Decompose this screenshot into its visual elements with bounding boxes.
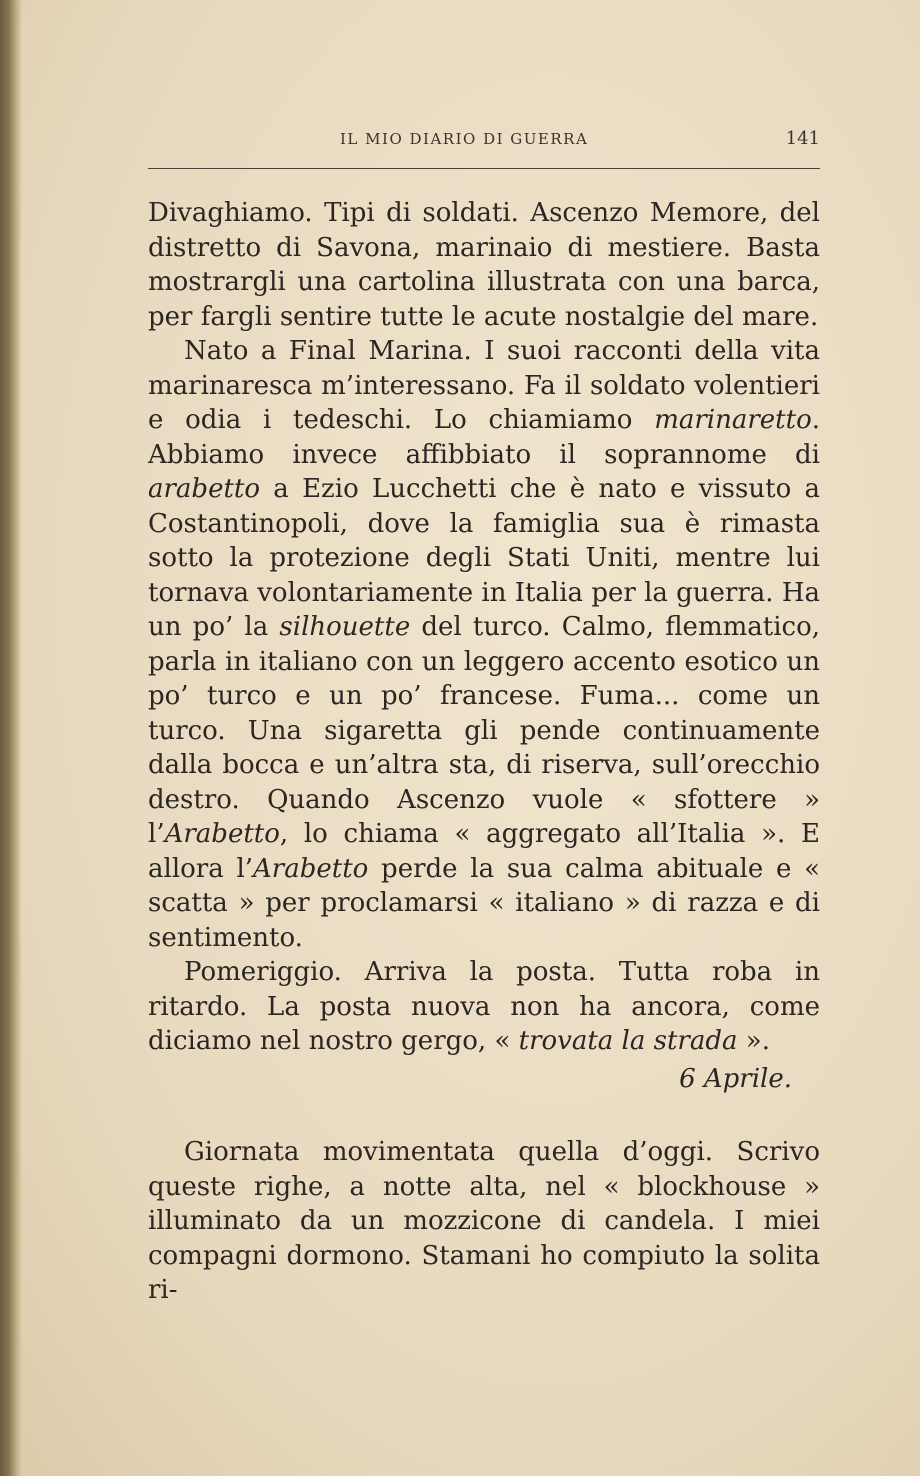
- italic-term: Arabetto: [164, 819, 280, 849]
- second-entry-text: [148, 1135, 820, 1308]
- text-run: Pomeriggio. Arriva la posta. Tutta roba in ritardo. La posta nuova non ha ancora, come diciamo nel nostro gergo, «: [148, 957, 820, 1056]
- italic-term: Arabetto: [253, 853, 369, 884]
- paragraph-p3: [148, 955, 820, 1059]
- italic-term: trovata la strada: [518, 1026, 738, 1056]
- entry-date: 6 Aprile.: [679, 1064, 792, 1094]
- text-run: del turco. Calmo, flemmatico, parla in italiano con un leggero accento esotico un po’ turco e un po’ francese. Fuma... come un turco. Una sigaretta gli pende continuamente dalla bocca e un’altra sta, di riserva, sull’orecchio destro. Quando Ascenzo vuole « sfottere » l’: [148, 612, 820, 849]
- text-run: Nato a Final Marina. I suoi racconti della vita marinaresca m’interessano. Fa il soldato volentieri e odia i tedeschi. Lo chiamiamo: [148, 336, 820, 435]
- text-run: perde la sua calma abituale e « scatta » per proclamarsi « italiano » di razza e di sentimento.: [148, 853, 820, 953]
- book-binding-shadow: [0, 0, 22, 1476]
- text-run: . Abbiamo invece affibbiato il soprannome di: [148, 405, 820, 470]
- text-run: , lo chiama « aggregato all’Italia ». E allora l’: [148, 819, 820, 884]
- page-number: 141: [785, 128, 820, 149]
- italic-term: arabetto: [148, 474, 261, 504]
- text-run: Divaghiamo. Tipi di soldati. Ascenzo Memore, del distretto di Savona, marinaio di mestiere. Basta mostrargli una cartolina illustrata con una barca, per fargli sentire tutte le acute nostalgie del mare.: [148, 198, 820, 332]
- header-rule: [148, 168, 820, 169]
- text-run: a Ezio Lucchetti che è nato e vissuto a Costantinopoli, dove la famiglia sua è rimasta sotto la protezione degli Stati Uniti, mentre lui tornava volontariamente in Italia per la guerra. Ha un po’ la: [148, 474, 820, 642]
- paragraph-p2: [148, 334, 820, 955]
- italic-term: silhouette: [279, 612, 411, 642]
- second-entry-paragraph: Giornata movimentata quella d’oggi. Scrivo queste righe, a notte alta, nel « blockhouse » illuminato da un mozzicone di candela. I miei compagni dormono. Stamani ho compiuto la solita ri-: [148, 1137, 820, 1305]
- running-title: IL MIO DIARIO DI GUERRA: [340, 130, 589, 148]
- paragraph-p1: [148, 196, 820, 334]
- italic-term: marinaretto: [654, 405, 812, 435]
- text-run: ».: [737, 1026, 770, 1056]
- diary-body-text: [148, 196, 820, 1059]
